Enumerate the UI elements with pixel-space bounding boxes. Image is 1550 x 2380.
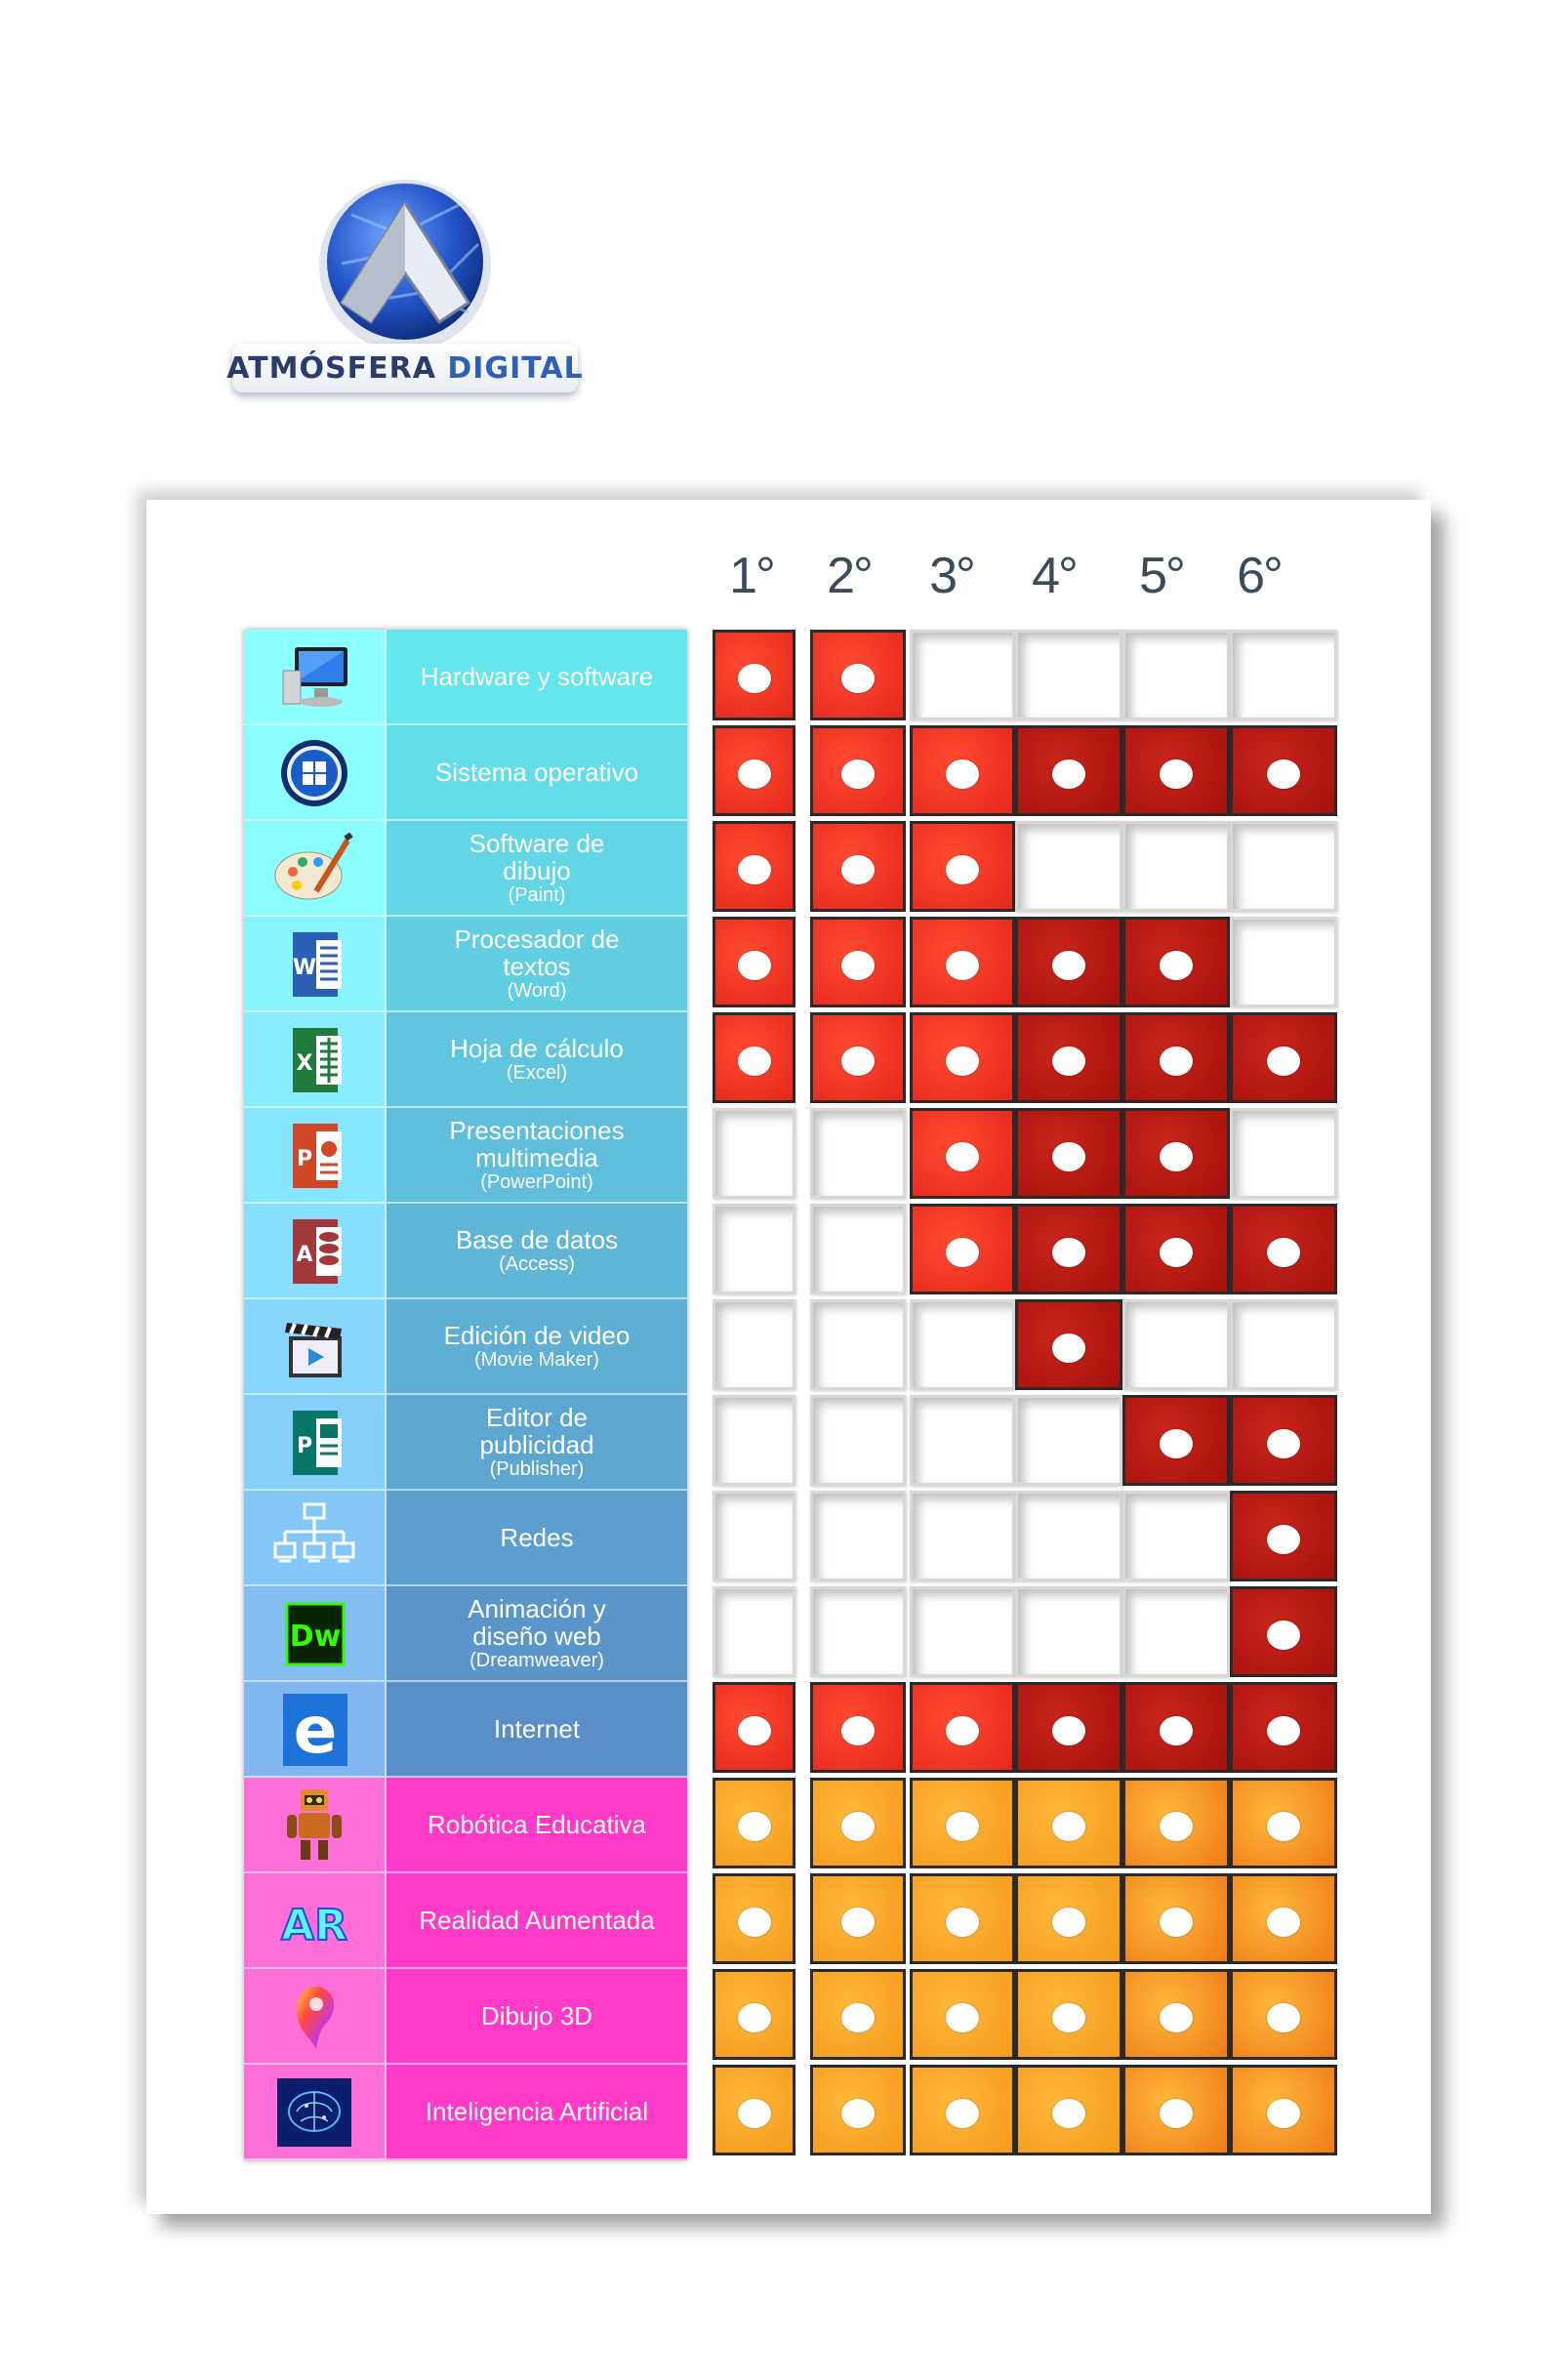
- grade-cell-8-1: [713, 1299, 795, 1390]
- topic-row: [244, 1491, 687, 1586]
- grade-cell-11-5: [1122, 1586, 1230, 1677]
- topic-label: Robótica Educativa: [427, 1810, 647, 1839]
- network-icon: [267, 1502, 361, 1575]
- grade-cell-13-5: [1122, 1778, 1230, 1868]
- grade-cell-11-2: [810, 1586, 906, 1677]
- topic-label-box: [387, 1873, 687, 1969]
- grade-header-6: 6°: [1237, 548, 1282, 604]
- svg-text:A: A: [296, 1243, 313, 1267]
- svg-text:P: P: [296, 1147, 313, 1171]
- clapperboard-icon: [267, 1311, 361, 1383]
- topic-label-box: [387, 1778, 687, 1873]
- coverage-dot: [738, 1716, 771, 1745]
- grade-header-4: 4°: [1032, 548, 1077, 604]
- dw-icon-text: Dw: [289, 1620, 342, 1654]
- grade-cell-16-4: [1015, 2065, 1122, 2155]
- topic-row: [244, 1873, 687, 1969]
- topic-label: Base de datos: [455, 1225, 619, 1254]
- topic-label: Animación y diseño web: [468, 1594, 606, 1651]
- grade-cell-6-1: [713, 1108, 795, 1199]
- topic-row: [244, 2065, 687, 2160]
- coverage-dot: [1160, 1908, 1193, 1937]
- grade-cell-12-3: [910, 1682, 1015, 1773]
- grade-cell-10-4: [1015, 1491, 1122, 1581]
- grade-cell-11-3: [910, 1586, 1015, 1677]
- grade-cell-15-6: [1230, 1969, 1337, 2060]
- topic-label-box: [387, 1012, 687, 1108]
- grade-cell-3-3: [910, 821, 1015, 912]
- grade-cell-1-5: [1122, 630, 1230, 720]
- topic-sublabel: (PowerPoint): [480, 1171, 593, 1193]
- grade-cell-5-3: [910, 1012, 1015, 1103]
- topic-label-box: [387, 1204, 687, 1299]
- logo-word-atmosfera: ATMÓSFERA: [226, 351, 436, 386]
- coverage-dot: [738, 664, 771, 693]
- access-icon: [267, 1215, 361, 1288]
- topic-label: Software de dibujo: [469, 829, 605, 885]
- topic-label: Presentaciones multimedia: [449, 1116, 625, 1172]
- coverage-dot: [946, 1142, 979, 1171]
- coverage-dot: [1160, 2003, 1193, 2032]
- topic-label-box: [387, 821, 687, 917]
- coverage-dot: [738, 1046, 771, 1076]
- coverage-dot: [841, 664, 875, 693]
- coverage-dot: [1267, 1429, 1300, 1458]
- grade-cell-2-2: [810, 725, 906, 816]
- grade-cell-9-2: [810, 1395, 906, 1486]
- grade-cell-4-5: [1122, 917, 1230, 1007]
- topic-label: Internet: [493, 1714, 581, 1744]
- grade-cell-9-4: [1015, 1395, 1122, 1486]
- coverage-dot: [1267, 1621, 1300, 1650]
- ar-icon-text: AR: [281, 1901, 347, 1950]
- grade-cell-14-4: [1015, 1873, 1122, 1964]
- topic-label: Editor de publicidad: [479, 1403, 594, 1459]
- grade-cell-1-6: [1230, 630, 1337, 720]
- topic-icon-box: [244, 2065, 387, 2160]
- coverage-dot: [841, 855, 875, 884]
- coverage-dot: [738, 2099, 771, 2128]
- coverage-dot: [1267, 2099, 1300, 2128]
- topic-label-box: [387, 1395, 687, 1491]
- coverage-dot: [1160, 1812, 1193, 1841]
- coverage-dot: [946, 951, 979, 980]
- topic-row: [244, 1108, 687, 1204]
- coverage-dot: [1160, 951, 1193, 980]
- grade-cell-8-3: [910, 1299, 1015, 1390]
- topic-list: [244, 630, 687, 2160]
- ar-icon: [267, 1885, 361, 1957]
- topic-sublabel: (Publisher): [489, 1458, 585, 1480]
- topic-label-box: [387, 1299, 687, 1395]
- grade-cell-4-2: [810, 917, 906, 1007]
- grade-cell-15-4: [1015, 1969, 1122, 2060]
- coverage-dot: [946, 2003, 979, 2032]
- coverage-dot: [1052, 1908, 1085, 1937]
- coverage-dot: [1267, 1046, 1300, 1076]
- coverage-dot: [946, 1812, 979, 1841]
- grade-cell-13-4: [1015, 1778, 1122, 1868]
- coverage-dot: [738, 1908, 771, 1937]
- grade-header-3: 3°: [929, 548, 974, 604]
- topic-row: [244, 1969, 687, 2065]
- grade-cell-12-6: [1230, 1682, 1337, 1773]
- grade-cell-16-1: [713, 2065, 795, 2155]
- coverage-dot: [946, 1716, 979, 1745]
- windows-logo-icon: [267, 737, 361, 809]
- logo-wordmark: [224, 351, 586, 386]
- grade-cell-11-4: [1015, 1586, 1122, 1677]
- coverage-dot: [946, 1046, 979, 1076]
- grade-cell-14-5: [1122, 1873, 1230, 1964]
- grade-cell-3-2: [810, 821, 906, 912]
- topic-row: [244, 1778, 687, 1873]
- grade-cell-1-4: [1015, 630, 1122, 720]
- grade-cell-12-5: [1122, 1682, 1230, 1773]
- grade-cell-10-2: [810, 1491, 906, 1581]
- topic-label: Hoja de cálculo: [450, 1034, 624, 1063]
- coverage-dot: [841, 2099, 875, 2128]
- grade-cell-13-6: [1230, 1778, 1337, 1868]
- topic-icon-box: [244, 630, 387, 725]
- topic-label-box: [387, 1682, 687, 1778]
- grade-cell-2-1: [713, 725, 795, 816]
- topic-icon-box: [244, 1778, 387, 1873]
- coverage-dot: [1052, 1046, 1085, 1076]
- grade-cell-6-6: [1230, 1108, 1337, 1199]
- grade-cell-9-5: [1122, 1395, 1230, 1486]
- coverage-dot: [1160, 1238, 1193, 1267]
- grade-cell-10-1: [713, 1491, 795, 1581]
- topic-icon-box: [244, 1395, 387, 1491]
- grade-cell-8-2: [810, 1299, 906, 1390]
- topic-label: Hardware y software: [420, 662, 654, 691]
- topic-row: [244, 821, 687, 917]
- coverage-dot: [841, 2003, 875, 2032]
- grade-cell-14-2: [810, 1873, 906, 1964]
- topic-sublabel: (Access): [499, 1253, 575, 1275]
- grade-cell-13-2: [810, 1778, 906, 1868]
- topic-row: [244, 1012, 687, 1108]
- ai-brain-icon: [267, 2076, 361, 2149]
- paint-3d-icon: [267, 1981, 361, 2053]
- svg-text:P: P: [296, 1434, 313, 1458]
- topic-icon-box: [244, 1873, 387, 1969]
- coverage-dot: [1160, 759, 1193, 789]
- topic-icon-box: [244, 1682, 387, 1778]
- topic-sublabel: (Paint): [508, 884, 566, 906]
- topic-sublabel: (Movie Maker): [474, 1349, 599, 1371]
- grade-cell-3-5: [1122, 821, 1230, 912]
- topic-icon-box: [244, 917, 387, 1012]
- paint-palette-icon: [267, 833, 361, 905]
- topic-label-box: [387, 1491, 687, 1586]
- coverage-dot: [1160, 1046, 1193, 1076]
- topic-label: Sistema operativo: [434, 758, 639, 787]
- grade-cell-7-1: [713, 1204, 795, 1294]
- grade-cell-9-3: [910, 1395, 1015, 1486]
- grade-cell-12-1: [713, 1682, 795, 1773]
- grade-cell-7-2: [810, 1204, 906, 1294]
- coverage-dot: [1052, 951, 1085, 980]
- grade-cell-8-4: [1015, 1299, 1122, 1390]
- coverage-dot: [738, 951, 771, 980]
- topic-row: [244, 1204, 687, 1299]
- coverage-dot: [738, 2003, 771, 2032]
- grade-cell-3-4: [1015, 821, 1122, 912]
- topic-row: [244, 725, 687, 821]
- grade-cell-11-1: [713, 1586, 795, 1677]
- coverage-dot: [841, 1046, 875, 1076]
- coverage-dot: [1267, 1812, 1300, 1841]
- grade-cell-16-6: [1230, 2065, 1337, 2155]
- grade-cell-13-3: [910, 1778, 1015, 1868]
- grade-cell-4-3: [910, 917, 1015, 1007]
- topic-label-box: [387, 917, 687, 1012]
- grade-cell-4-1: [713, 917, 795, 1007]
- coverage-dot: [1160, 1429, 1193, 1458]
- coverage-dot: [738, 759, 771, 789]
- grade-cell-14-3: [910, 1873, 1015, 1964]
- coverage-dot: [1267, 1525, 1300, 1554]
- topic-icon-box: [244, 1586, 387, 1682]
- topic-sublabel: (Excel): [506, 1062, 568, 1084]
- topic-label-box: [387, 1586, 687, 1682]
- grade-cell-7-5: [1122, 1204, 1230, 1294]
- topic-label-box: [387, 2065, 687, 2160]
- coverage-dot: [1052, 759, 1085, 789]
- topic-row: [244, 1586, 687, 1682]
- topic-row: [244, 1299, 687, 1395]
- coverage-dot: [946, 759, 979, 789]
- grade-cell-5-2: [810, 1012, 906, 1103]
- grade-cell-9-6: [1230, 1395, 1337, 1486]
- grade-cell-1-1: [713, 630, 795, 720]
- grade-cell-5-1: [713, 1012, 795, 1103]
- grade-cell-1-3: [910, 630, 1015, 720]
- topic-label: Dibujo 3D: [480, 2001, 593, 2031]
- topic-label-box: [387, 725, 687, 821]
- grade-cell-5-4: [1015, 1012, 1122, 1103]
- grade-cell-15-3: [910, 1969, 1015, 2060]
- grade-cell-10-3: [910, 1491, 1015, 1581]
- grade-cell-6-4: [1015, 1108, 1122, 1199]
- topic-icon-box: [244, 1969, 387, 2065]
- coverage-dot: [1267, 759, 1300, 789]
- coverage-dot: [738, 855, 771, 884]
- topic-sublabel: (Word): [507, 980, 567, 1002]
- grade-cell-14-1: [713, 1873, 795, 1964]
- topic-label: Procesador de textos: [454, 924, 620, 981]
- topic-label-box: [387, 630, 687, 725]
- grade-cell-7-6: [1230, 1204, 1337, 1294]
- coverage-dot: [1160, 2099, 1193, 2128]
- robot-icon: [267, 1789, 361, 1862]
- edge-browser-icon: [267, 1694, 361, 1766]
- grade-cell-16-2: [810, 2065, 906, 2155]
- publisher-icon: [267, 1407, 361, 1479]
- coverage-dot: [946, 1238, 979, 1267]
- grade-cell-6-2: [810, 1108, 906, 1199]
- grade-cell-10-6: [1230, 1491, 1337, 1581]
- topic-icon-box: [244, 1108, 387, 1204]
- grade-cell-2-5: [1122, 725, 1230, 816]
- svg-text:W: W: [292, 956, 317, 980]
- coverage-dot: [841, 759, 875, 789]
- grade-cell-3-1: [713, 821, 795, 912]
- coverage-dot: [841, 1812, 875, 1841]
- topic-label: Realidad Aumentada: [419, 1906, 655, 1935]
- grade-cell-8-5: [1122, 1299, 1230, 1390]
- grade-cell-12-2: [810, 1682, 906, 1773]
- grade-cell-15-2: [810, 1969, 906, 2060]
- computer-monitor-icon: [267, 641, 361, 714]
- grade-cell-5-6: [1230, 1012, 1337, 1103]
- grade-cell-15-1: [713, 1969, 795, 2060]
- coverage-dot: [946, 2099, 979, 2128]
- topic-row: [244, 1682, 687, 1778]
- grade-header-2: 2°: [827, 548, 872, 604]
- topic-sublabel: (Dreamweaver): [469, 1650, 604, 1671]
- excel-icon: [267, 1024, 361, 1096]
- topic-row: [244, 1395, 687, 1491]
- grade-cell-14-6: [1230, 1873, 1337, 1964]
- coverage-dot: [1052, 1142, 1085, 1171]
- svg-text:X: X: [296, 1051, 313, 1076]
- grade-cell-7-3: [910, 1204, 1015, 1294]
- grade-cell-4-6: [1230, 917, 1337, 1007]
- topic-icon-box: [244, 1204, 387, 1299]
- grade-cell-12-4: [1015, 1682, 1122, 1773]
- coverage-dot: [1160, 1716, 1193, 1745]
- word-icon: [267, 928, 361, 1001]
- coverage-dot: [1267, 2003, 1300, 2032]
- coverage-dot: [1267, 1716, 1300, 1745]
- coverage-dot: [841, 951, 875, 980]
- grade-cell-9-1: [713, 1395, 795, 1486]
- coverage-dot: [946, 855, 979, 884]
- grade-cell-6-3: [910, 1108, 1015, 1199]
- coverage-dot: [841, 1716, 875, 1745]
- globe-logo-icon: [224, 176, 586, 351]
- grade-cell-4-4: [1015, 917, 1122, 1007]
- topic-label: Edición de video: [443, 1321, 631, 1350]
- powerpoint-icon: [267, 1120, 361, 1192]
- topic-icon-box: [244, 1012, 387, 1108]
- svg-text:e: e: [293, 1694, 338, 1766]
- atmosfera-digital-logo: [224, 176, 586, 410]
- topic-label: Redes: [500, 1523, 574, 1552]
- grade-cell-2-3: [910, 725, 1015, 816]
- grade-cell-3-6: [1230, 821, 1337, 912]
- coverage-dot: [1267, 1908, 1300, 1937]
- coverage-dot: [1160, 1142, 1193, 1171]
- grade-cell-5-5: [1122, 1012, 1230, 1103]
- coverage-dot: [1052, 2003, 1085, 2032]
- coverage-dot: [1052, 2099, 1085, 2128]
- topic-label-box: [387, 1108, 687, 1204]
- grade-cell-7-4: [1015, 1204, 1122, 1294]
- logo-word-digital: DIGITAL: [447, 351, 584, 386]
- topic-label-box: [387, 1969, 687, 2065]
- grade-cell-2-6: [1230, 725, 1337, 816]
- topic-row: [244, 630, 687, 725]
- coverage-dot: [1267, 1238, 1300, 1267]
- grade-cell-2-4: [1015, 725, 1122, 816]
- coverage-dot: [946, 1908, 979, 1937]
- grade-header-1: 1°: [729, 548, 774, 604]
- grade-cell-15-5: [1122, 1969, 1230, 2060]
- grade-cell-16-3: [910, 2065, 1015, 2155]
- grade-cell-10-5: [1122, 1491, 1230, 1581]
- topic-label: Inteligencia Artificial: [425, 2097, 649, 2126]
- topic-icon-box: [244, 1299, 387, 1395]
- coverage-dot: [738, 1812, 771, 1841]
- dreamweaver-icon: [267, 1598, 361, 1670]
- grade-cell-6-5: [1122, 1108, 1230, 1199]
- topic-icon-box: [244, 1491, 387, 1586]
- coverage-dot: [1052, 1334, 1085, 1363]
- grade-cell-1-2: [810, 630, 906, 720]
- grade-cell-13-1: [713, 1778, 795, 1868]
- grade-cell-11-6: [1230, 1586, 1337, 1677]
- coverage-dot: [1052, 1238, 1085, 1267]
- coverage-dot: [1052, 1716, 1085, 1745]
- topic-icon-box: [244, 821, 387, 917]
- grade-header-5: 5°: [1139, 548, 1184, 604]
- coverage-dot: [1052, 1812, 1085, 1841]
- topic-icon-box: [244, 725, 387, 821]
- coverage-dot: [841, 1908, 875, 1937]
- grade-cell-8-6: [1230, 1299, 1337, 1390]
- topic-row: [244, 917, 687, 1012]
- grade-cell-16-5: [1122, 2065, 1230, 2155]
